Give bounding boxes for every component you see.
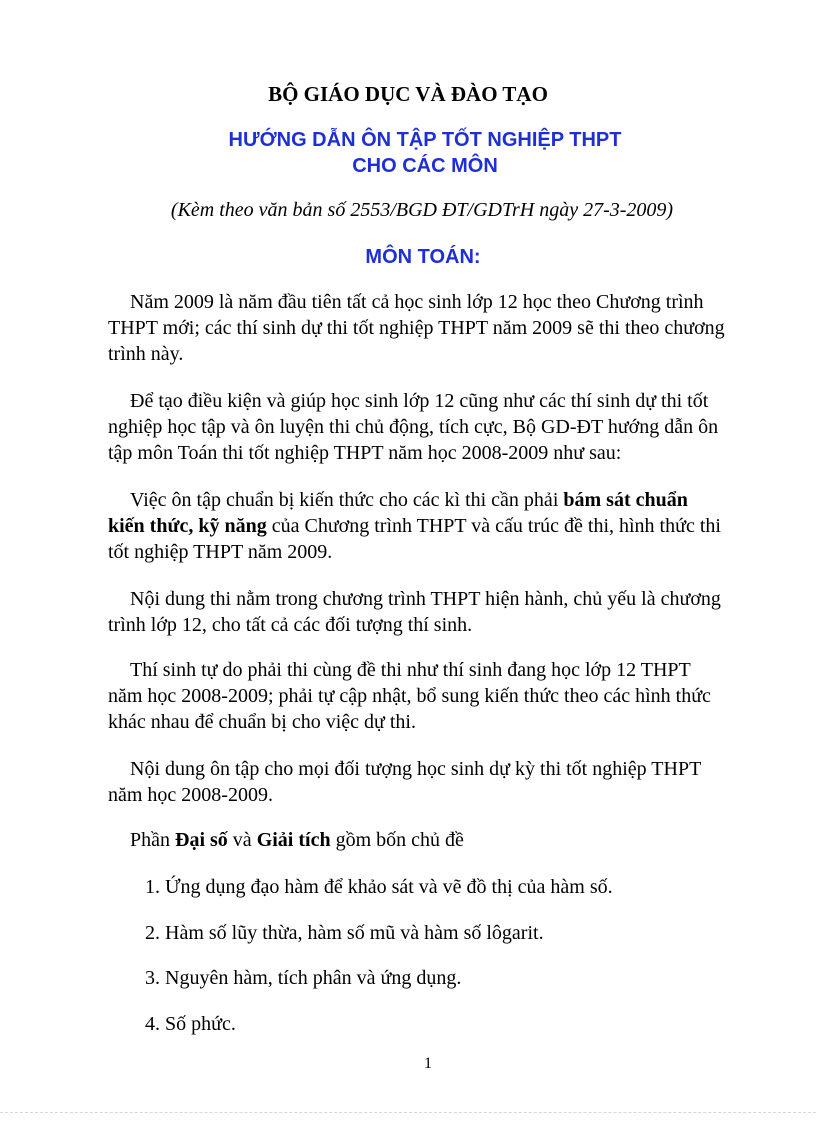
paragraph-7-text-e: gồm bốn chủ đề	[330, 829, 464, 851]
paragraph-6: Nội dung ôn tập cho mọi đối tượng học sinh dự kỳ thi tốt nghiệp THPT năm học 2008-2009.	[108, 758, 701, 806]
document-subtitle: (Kèm theo văn bản số 2553/BGD ĐT/GDTrH ngày 27-3-2009)	[170, 199, 674, 221]
paragraph-3-emphasis: bám sát chuẩn kiến thức, kỹ năng	[108, 489, 688, 537]
topic-list-item: 4. Số phức.	[145, 1013, 236, 1035]
topic-list-item: 1. Ứng dụng đạo hàm để khảo sát và vẽ đồ thị của hàm số.	[145, 876, 613, 898]
paragraph-5: Thí sinh tự do phải thi cùng đề thi như thí sinh đang học lớp 12 THPT năm học 2008-2009; phải tự cập nhật, bổ sung kiến thức theo các hình thức khác nhau để chuẩn bị cho việc dự thi.	[108, 659, 711, 733]
topic-list-item: 3. Nguyên hàm, tích phân và ứng dụng.	[145, 967, 462, 989]
paragraph-1: Năm 2009 là năm đầu tiên tất cả học sinh lớp 12 học theo Chương trình THPT mới; các thí sinh dự thi tốt nghiệp THPT năm 2009 sẽ thi theo chương trình này.	[108, 291, 725, 365]
paragraph-7-text-c: và	[227, 829, 257, 851]
paragraph-7-emphasis-algebra: Đại số	[175, 829, 228, 851]
document-title-line-2: CHO CÁC MÔN	[352, 155, 498, 177]
paragraph-7-text-a: Phần	[130, 829, 175, 851]
ministry-heading: BỘ GIÁO DỤC VÀ ĐÀO TẠO	[268, 82, 548, 106]
paragraph-4: Nội dung thi nằm trong chương trình THPT hiện hành, chủ yếu là chương trình lớp 12, cho tất cả các đối tượng thí sinh.	[108, 588, 721, 636]
paragraph-3-text-start: Việc ôn tập chuẩn bị kiến thức cho các kì thi cần phải	[130, 489, 564, 511]
document-title-line-1: HƯỚNG DẪN ÔN TẬP TỐT NGHIỆP THPT	[228, 129, 622, 151]
page-bottom-divider	[0, 1112, 816, 1113]
page-number: 1	[424, 1055, 432, 1072]
paragraph-3	[108, 487, 728, 565]
section-heading: MÔN TOÁN:	[365, 246, 481, 268]
paragraph-2: Để tạo điều kiện và giúp học sinh lớp 12 cũng như các thí sinh dự thi tốt nghiệp học tập và ôn luyện thi chủ động, tích cực, Bộ GD-ĐT hướng dẫn ôn tập môn Toán thi tốt nghiệp THPT năm học 2008-2009 như sau:	[108, 390, 719, 464]
document-title	[0, 127, 816, 179]
paragraph-3-text-end: của Chương trình THPT và cấu trúc đề thi, hình thức thi tốt nghiệp THPT năm 2009.	[108, 515, 721, 563]
topic-list-item: 2. Hàm số lũy thừa, hàm số mũ và hàm số lôgarit.	[145, 922, 544, 944]
paragraph-7	[108, 827, 728, 853]
paragraph-7-emphasis-analysis: Giải tích	[256, 829, 331, 851]
